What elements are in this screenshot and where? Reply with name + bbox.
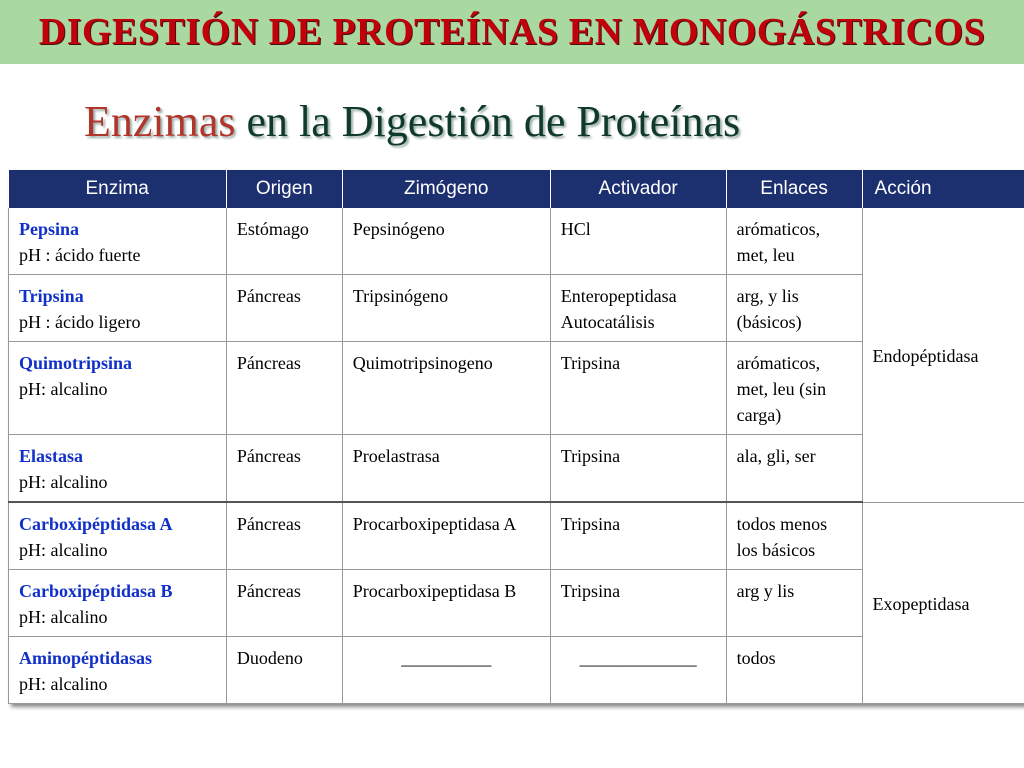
cell-origin: Estómago [226,208,342,275]
enzyme-name: Pepsina [19,219,80,239]
table-row [9,502,1024,570]
cell-enzyme [9,275,227,342]
cell-activator: Enteropeptidasa Autocatálisis [550,275,726,342]
enzyme-name: Aminopéptidasas [19,648,153,668]
title-banner [0,0,1024,64]
enzyme-ph: pH : ácido fuerte [19,245,141,265]
cell-enzyme [9,570,227,637]
header-enzima: Enzima [9,170,227,208]
cell-action-endo: Endopéptidasa [862,208,1024,502]
enzyme-ph: pH: alcalino [19,607,108,627]
cell-activator: _____________ [550,637,726,704]
cell-origin: Páncreas [226,435,342,503]
enzyme-name: Tripsina [19,286,84,306]
cell-bonds: ala, gli, ser [726,435,862,503]
cell-origin: Páncreas [226,502,342,570]
cell-zymogen: Procarboxipeptidasa B [342,570,550,637]
cell-activator: Tripsina [550,435,726,503]
cell-bonds: arómaticos, met, leu [726,208,862,275]
cell-bonds: todos [726,637,862,704]
cell-enzyme [9,637,227,704]
cell-origin: Páncreas [226,570,342,637]
cell-bonds: arg y lis [726,570,862,637]
cell-bonds: todos menos los básicos [726,502,862,570]
subtitle-rest: en la Digestión de Proteínas [246,97,741,146]
cell-zymogen: Quimotripsinogeno [342,342,550,435]
slide-subtitle [84,96,740,147]
enzyme-table [8,170,1024,704]
enzyme-ph: pH: alcalino [19,540,108,560]
cell-activator: HCl [550,208,726,275]
table-row [9,208,1024,275]
cell-enzyme [9,502,227,570]
enzyme-ph: pH : ácido ligero [19,312,141,332]
cell-bonds: arg, y lis (básicos) [726,275,862,342]
enzyme-ph: pH: alcalino [19,379,108,399]
cell-origin: Páncreas [226,342,342,435]
header-enlaces: Enlaces [726,170,862,208]
cell-activator: Tripsina [550,570,726,637]
enzyme-name: Carboxipéptidasa B [19,581,173,601]
cell-action-exo: Exopeptidasa [862,502,1024,704]
subtitle-accent: Enzimas [84,97,236,146]
header-accion: Acción [862,170,1024,208]
header-zimogeno: Zimógeno [342,170,550,208]
header-origen: Origen [226,170,342,208]
cell-origin: Duodeno [226,637,342,704]
enzyme-ph: pH: alcalino [19,674,108,694]
cell-enzyme [9,435,227,503]
cell-enzyme [9,208,227,275]
cell-origin: Páncreas [226,275,342,342]
enzyme-name: Quimotripsina [19,353,133,373]
enzyme-ph: pH: alcalino [19,472,108,492]
enzyme-name: Elastasa [19,446,84,466]
cell-zymogen: Proelastrasa [342,435,550,503]
cell-activator: Tripsina [550,502,726,570]
enzyme-name: Carboxipéptidasa A [19,514,173,534]
cell-zymogen: Tripsinógeno [342,275,550,342]
header-activador: Activador [550,170,726,208]
table-header-row [9,170,1024,208]
banner-title: DIGESTIÓN DE PROTEÍNAS EN MONOGÁSTRICOS [38,11,986,53]
cell-activator: Tripsina [550,342,726,435]
cell-zymogen: __________ [342,637,550,704]
cell-bonds: arómaticos, met, leu (sin carga) [726,342,862,435]
cell-zymogen: Procarboxipeptidasa A [342,502,550,570]
cell-enzyme [9,342,227,435]
cell-zymogen: Pepsinógeno [342,208,550,275]
